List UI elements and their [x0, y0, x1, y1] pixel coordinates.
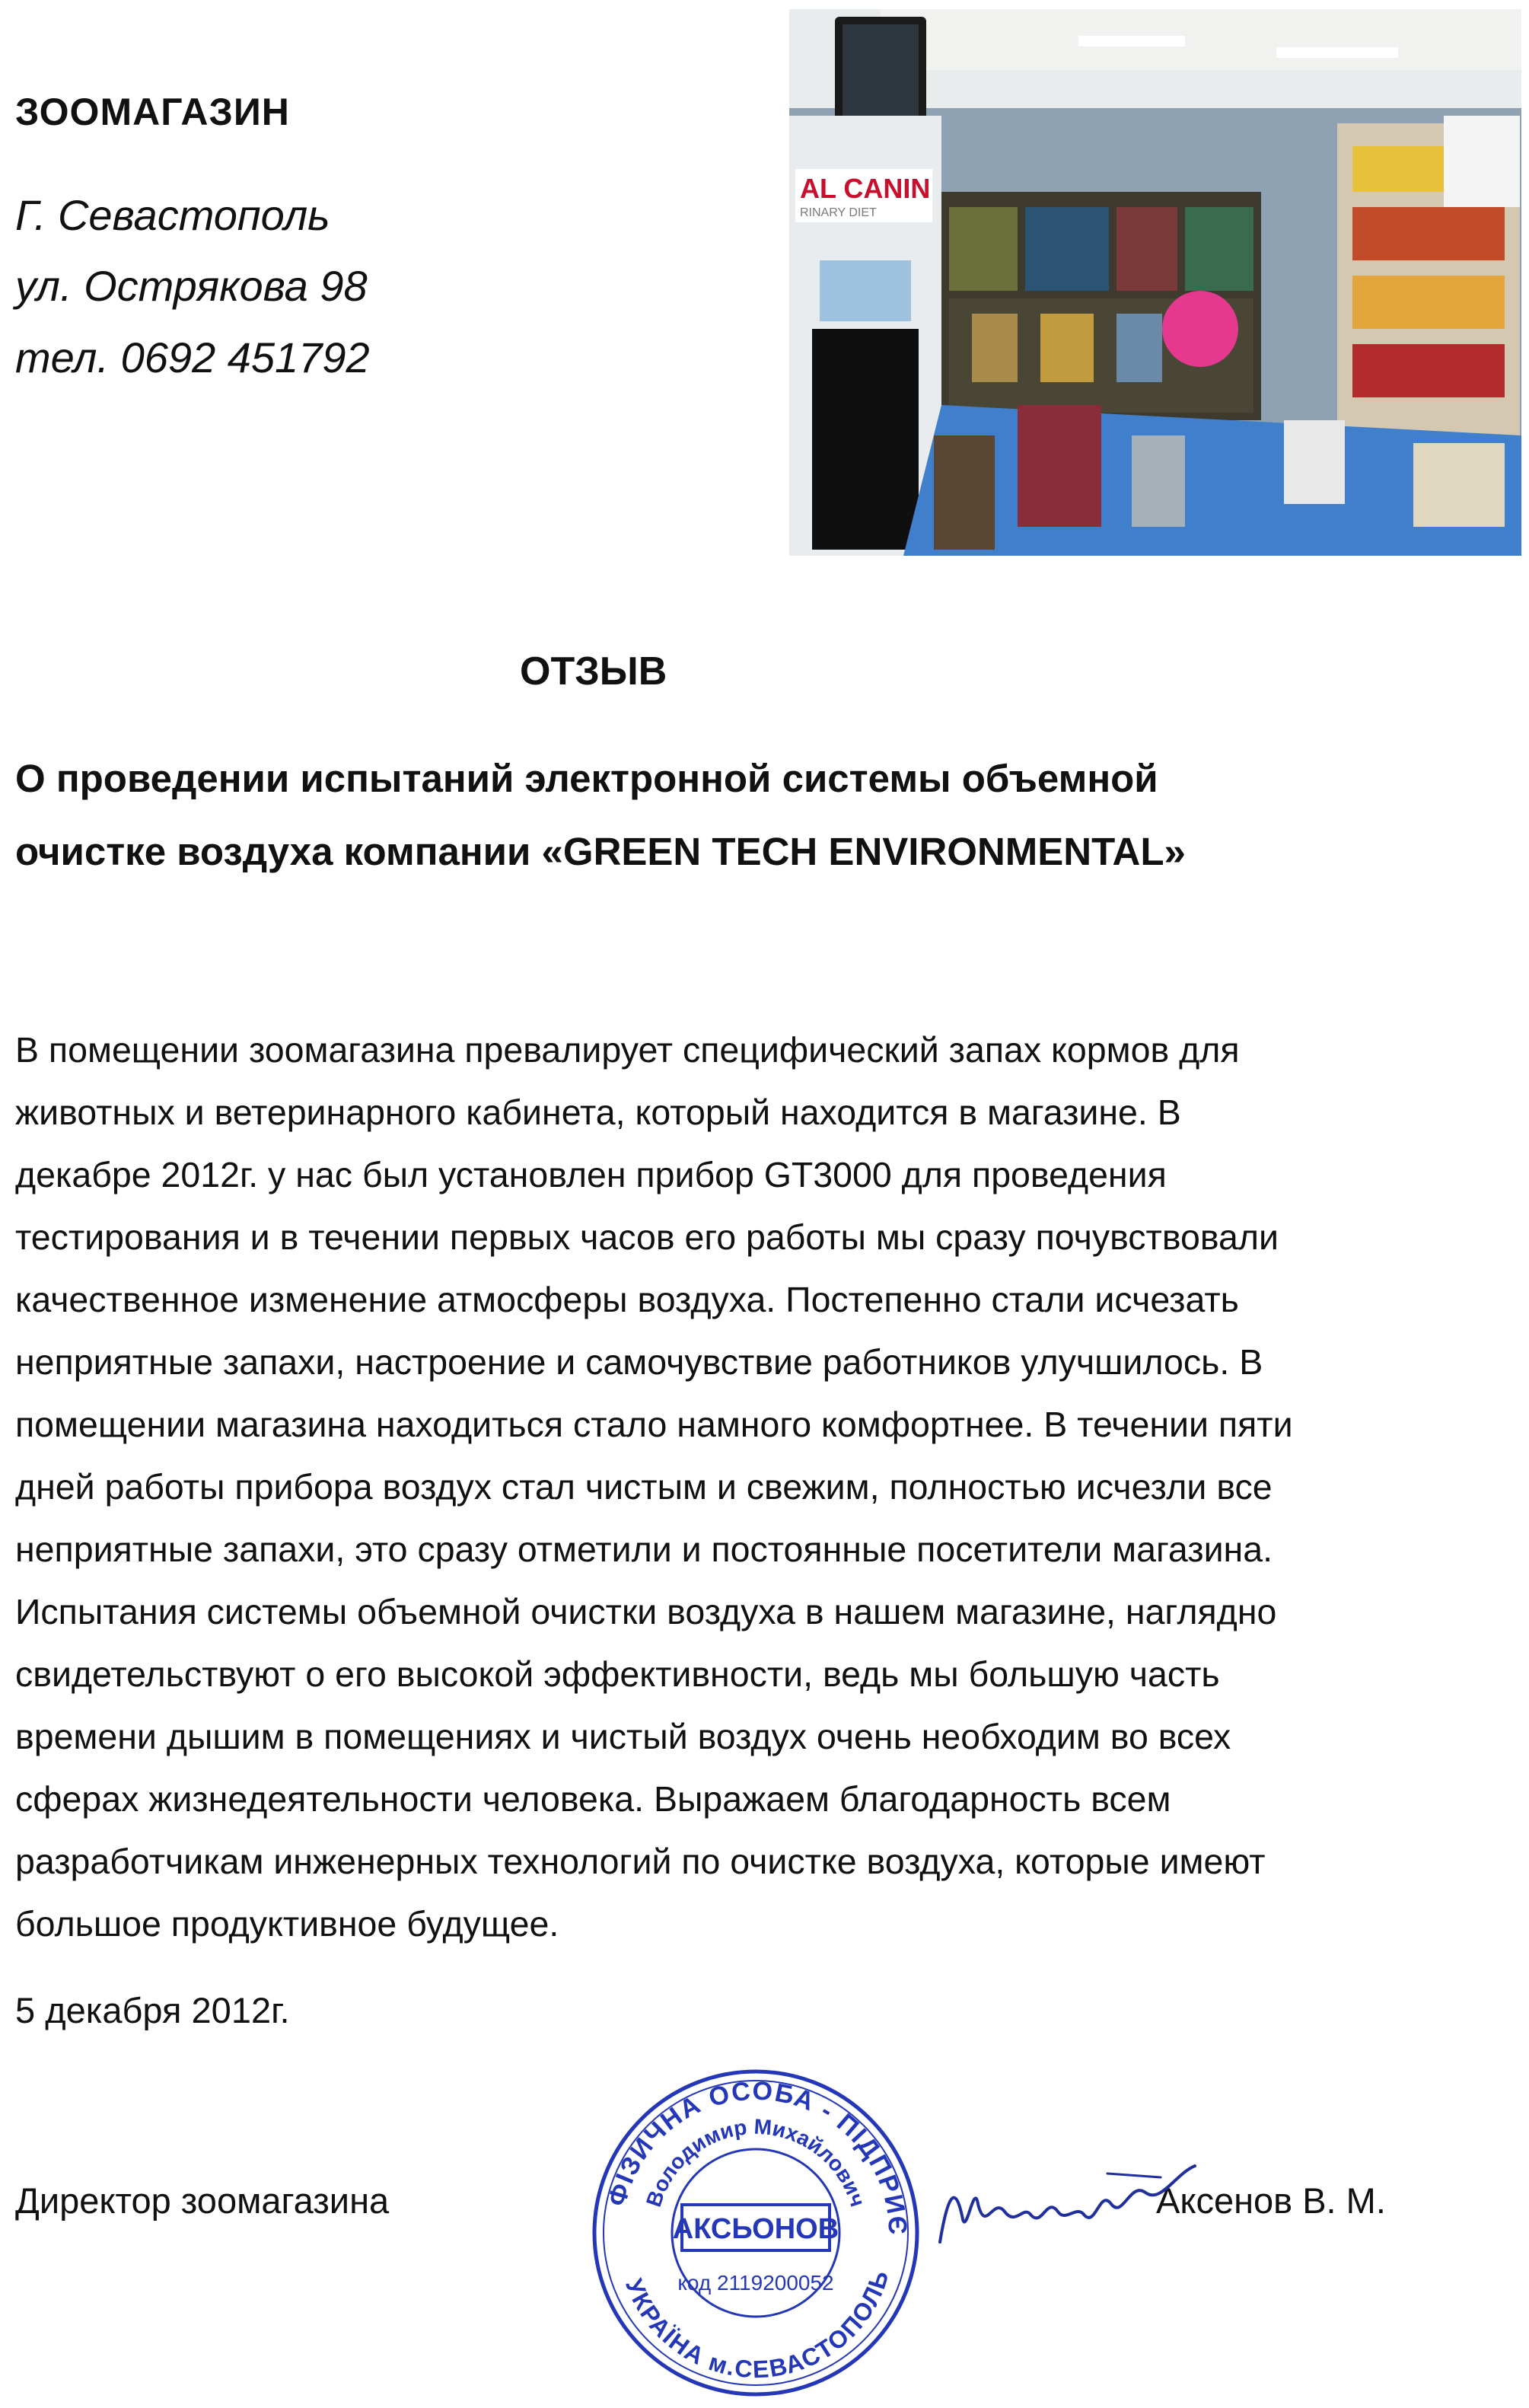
stamp-inner-text: Володимир Михайлович: [642, 2114, 870, 2210]
signer-name: Аксенов В. М.: [1156, 2180, 1386, 2221]
body-line: дней работы прибора воздух стал чистым и свежим, полностью исчезли все: [15, 1467, 1273, 1507]
stamp-center-text: АКСЬОНОВ: [672, 2213, 839, 2245]
signer-role: Директор зоомагазина: [15, 2180, 390, 2221]
body-line: животных и ветеринарного кабинета, который находится в магазине. В: [15, 1092, 1181, 1132]
photo-sign-text: AL CANIN: [800, 173, 931, 204]
stamp-code-text: код 2119200052: [677, 2271, 834, 2295]
photo-sign-subtext: RINARY DIET: [800, 206, 877, 219]
body-line: В помещении зоомагазина превалирует специфический запах кормов для: [15, 1030, 1240, 1070]
body-line: времени дышим в помещениях и чистый воздух очень необходим во всех: [15, 1717, 1231, 1756]
document-title: ОТЗЫВ: [520, 649, 667, 694]
body-line: неприятные запахи, настроение и самочувствие работников улучшилось. В: [15, 1342, 1263, 1382]
body-line: помещении магазина находиться стало намного комфортнее. В течении пяти: [15, 1405, 1293, 1444]
document-subject: [15, 742, 1492, 888]
store-phone: тел. 0692 451792: [15, 333, 370, 381]
document-body: [15, 1019, 1518, 1955]
stamp-outer-text: ФІЗИЧНА ОСОБА - ПІДПРИЄ: [602, 2076, 913, 2237]
handwritten-signature: [932, 2151, 1206, 2257]
body-line: сферах жизнедеятельности человека. Выражаем благодарность всем: [15, 1779, 1171, 1819]
body-line: неприятные запахи, это сразу отметили и постоянные посетители магазина.: [15, 1529, 1273, 1569]
store-interior-photo: [789, 9, 1521, 556]
body-line: свидетельствуют о его высокой эффективности, ведь мы большую часть: [15, 1654, 1220, 1694]
document-date: 5 декабря 2012г.: [15, 1990, 290, 2030]
store-city: Г. Севастополь: [15, 191, 330, 239]
body-line: Испытания системы объемной очистки воздуха в нашем магазине, наглядно: [15, 1592, 1277, 1631]
body-line: тестирования и в течении первых часов его работы мы сразу почувствовали: [15, 1217, 1279, 1257]
body-line: качественное изменение атмосферы воздуха. Постепенно стали исчезать: [15, 1280, 1239, 1319]
store-street: ул. Острякова 98: [15, 262, 368, 310]
body-line: декабре 2012г. у нас был установлен прибор GT3000 для проведения: [15, 1155, 1167, 1194]
official-stamp: [585, 2062, 927, 2404]
stamp-bottom-text: УКРАЇНА м.СЕВАСТОПОЛЬ: [620, 2266, 895, 2384]
subject-line: очистке воздуха компании «GREEN TECH ENVIRONMENTAL»: [15, 830, 1186, 873]
body-line: большое продуктивное будущее.: [15, 1904, 559, 1944]
subject-line: О проведении испытаний электронной системы объемной: [15, 757, 1158, 800]
store-name: ЗООМАГАЗИН: [15, 91, 290, 133]
body-line: разработчикам инженерных технологий по очистке воздуха, которые имеют: [15, 1842, 1266, 1881]
